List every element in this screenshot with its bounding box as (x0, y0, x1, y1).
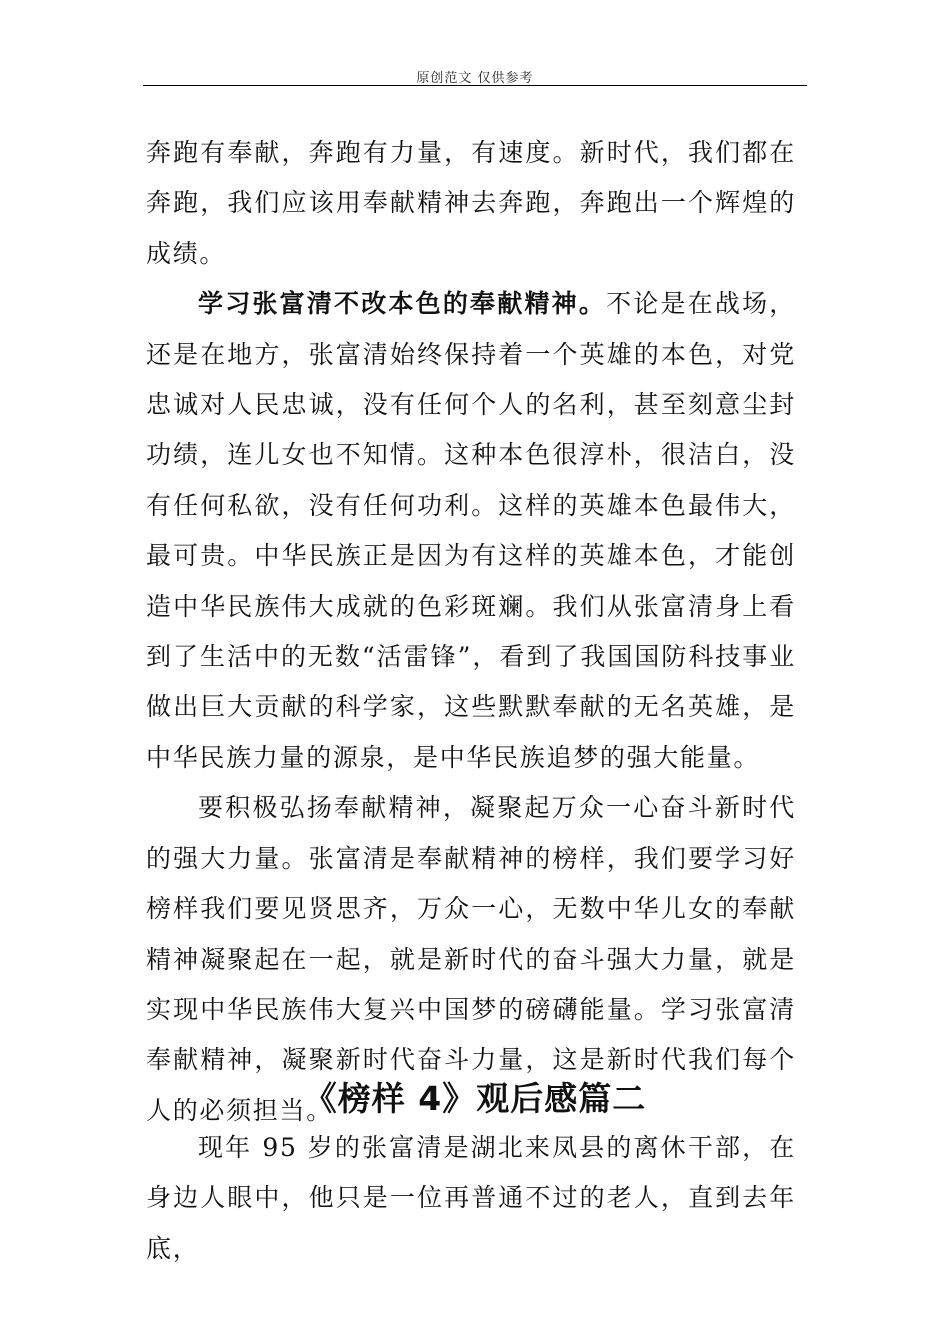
paragraph: 现年 95 岁的张富清是湖北来凤县的离休干部，在身边人眼中，他只是一位再普通不过的老人，直到去年底， (146, 1133, 796, 1263)
paragraph-lead: 学习张富清不改本色的奉献精神。 (198, 289, 607, 319)
paragraph-text: 不论是在战场，还是在地方，张富清始终保持着一个英雄的本色，对党忠诚对人民忠诚，没有任何个人的名利，甚至刻意尘封功绩，连儿女也不知情。这种本色很淳朴，很洁白，没有任何私欲，没有任何功利。这样的英雄本色最伟大，最可贵。中华民族正是因为有这样的英雄本色，才能创造中华民族伟大成就的色彩斑斓。我们从张富清身上看到了生活中的无数“活雷锋”，看到了我国国防科技事业做出巨大贡献的科学家，这些默默奉献的无名英雄，是中华民族力量的源泉，是中华民族追梦的强大能量。 (146, 289, 796, 772)
document-body (146, 128, 796, 1136)
section-body (146, 1123, 796, 1274)
header-rule (143, 85, 807, 86)
paragraph (146, 279, 796, 783)
paragraph: 要积极弘扬奉献精神，凝聚起万众一心奋斗新时代的强大力量。张富清是奉献精神的榜样，我们要学习好榜样我们要见贤思齐，万众一心，无数中华儿女的奉献精神凝聚起在一起，就是新时代的奋斗强大力量，就是实现中华民族伟大复兴中国梦的磅礴能量。学习张富清奉献精神，凝聚新时代奋斗力量，这是新时代我们每个人的必须担当。 (146, 793, 796, 1125)
section-title: 《榜样 4》观后感篇二 (303, 1079, 647, 1118)
page-header: 原创范文 仅供参考 (416, 71, 534, 86)
paragraph: 奔跑有奉献，奔跑有力量，有速度。新时代，我们都在奔跑，我们应该用奉献精神去奔跑，奔跑出一个辉煌的成绩。 (146, 138, 796, 268)
